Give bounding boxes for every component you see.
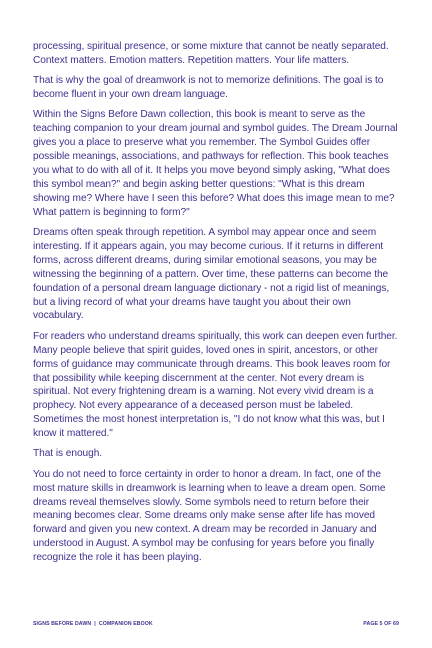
body-paragraph: processing, spiritual presence, or some mixture that cannot be neatly separated. Context matters. Emotion matters. Repetition matters. Your life matters.	[33, 41, 389, 66]
body-paragraph: Dreams often speak through repetition. A symbol may appear once and seem interesting. If it appears again, you may become curious. If it returns in different forms, across different dreams, during similar emotional seasons, you may be witnessing the beginning of a pattern. Over time, these patterns can become the foundation of a personal dream language dictionary - not a rigid list of meanings, but a living record of what your dreams have taught you about their own vocabulary.	[33, 227, 390, 322]
body-paragraph: Within the Signs Before Dawn collection, this book is meant to serve as the teaching companion to your dream journal and symbol guides. The Dream Journal gives you a place to preserve what you remember. The Symbol Guides offer possible meanings, associations, and pathways for reflection. This book teaches you what to do with all of it. It helps you move beyond simply asking, "What does this symbol mean?" and begin asking better questions: "What is this dream showing me? Where have I seen this before? What does this image mean to me? What pattern is beginning to form?"	[33, 109, 398, 218]
body-paragraph: You do not need to force certainty in order to honor a dream. In fact, one of the most mature skills in dreamwork is learning when to leave a dream open. Some dreams reveal themselves slowly. Some symbols need to return before their meaning becomes clear. Some dreams only make sense after life has moved forward and given you new context. A dream may be recorded in January and understood in August. A symbol may be confusing for years before you finally recognize the role it has been playing.	[33, 468, 386, 564]
footer-book-title: SIGNS BEFORE DAWN | COMPANION EBOOK	[33, 621, 153, 627]
page-footer	[33, 621, 399, 627]
page-number: PAGE 5 OF 69	[363, 621, 399, 627]
body-paragraph: For readers who understand dreams spiritually, this work can deepen even further. Many people believe that spirit guides, loved ones in spirit, ancestors, or other forms of guidance may communicate through dreams. This book leaves room for that possibility while keeping discernment at the center. Not every dream is spiritual. Not every frightening dream is a warning. Not every vivid dream is a prophecy. Not every appearance of a deceased person must be labeled. Sometimes the most honest interpretation is, "I do not know what this was, but I know it mattered."	[33, 330, 398, 440]
body-paragraph: That is enough.	[33, 448, 103, 460]
body-paragraph: That is why the goal of dreamwork is not to memorize definitions. The goal is to become fluent in your own dream language.	[33, 75, 384, 101]
page-body	[33, 40, 399, 571]
